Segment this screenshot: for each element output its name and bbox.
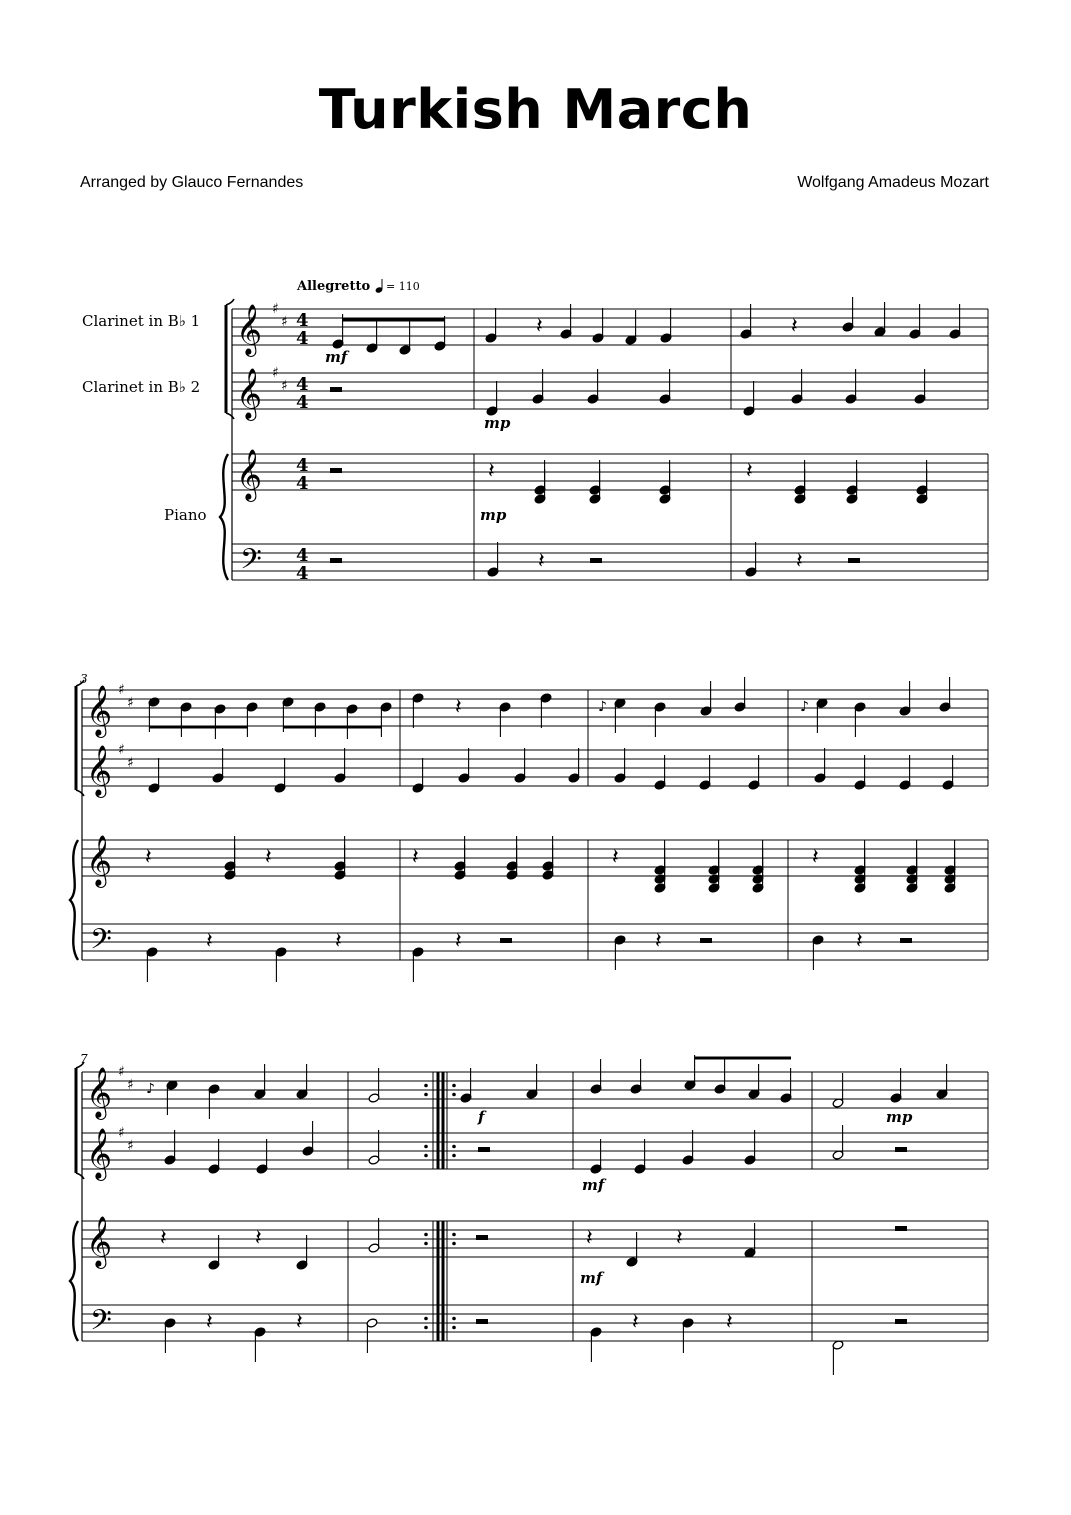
tempo-marking: Allegretto [297, 279, 371, 294]
instrument-name-piano: Piano [164, 506, 207, 524]
group-bracket-hook [76, 790, 84, 796]
treble-clef-icon: 𝄞 [236, 304, 263, 355]
half-rest-icon [590, 558, 602, 563]
half-rest-icon [900, 938, 912, 943]
quarter-rest-icon: 𝄽 [335, 929, 342, 954]
whole-rest-icon [895, 1226, 907, 1231]
quarter-rest-icon: 𝄽 [412, 845, 419, 870]
half-rest-icon [700, 938, 712, 943]
quarter-rest-icon: 𝄽 [536, 314, 543, 339]
repeat-dot [452, 1317, 456, 1321]
half-rest-icon [478, 1147, 490, 1152]
treble-clef-icon: 𝄞 [86, 835, 113, 886]
quarter-rest-icon: 𝄽 [812, 845, 819, 870]
quarter-rest-icon: 𝄽 [255, 1226, 262, 1251]
quarter-rest-icon: 𝄽 [726, 1310, 733, 1335]
repeat-dot [424, 1093, 428, 1097]
repeat-dot [424, 1145, 428, 1149]
quarter-rest-icon: 𝄽 [160, 1226, 167, 1251]
composer-credit: Wolfgang Amadeus Mozart [797, 174, 989, 191]
treble-clef-icon: 𝄞 [236, 368, 263, 419]
measure-number: 3 [80, 672, 88, 686]
quarter-rest-icon: 𝄽 [206, 1310, 213, 1335]
quarter-rest-icon: 𝄽 [676, 1226, 683, 1251]
grace-note-icon: ♪ [800, 699, 809, 715]
bass-clef-icon: 𝄢 [90, 923, 112, 963]
quarter-rest-icon: 𝄽 [856, 929, 863, 954]
quarter-rest-icon: 𝄽 [206, 929, 213, 954]
sharp-icon: ♯ [127, 755, 134, 771]
quarter-rest-icon: 𝄽 [145, 845, 152, 870]
treble-clef-icon: 𝄞 [86, 1067, 113, 1118]
dynamic-marking: mp [484, 414, 511, 432]
quarter-rest-icon: 𝄽 [296, 1310, 303, 1335]
time-signature-numerator: 4 [296, 310, 309, 331]
piano-brace-icon [220, 454, 228, 580]
measure-number: 7 [80, 1052, 88, 1066]
quarter-rest-icon: 𝄽 [488, 459, 495, 484]
staff-system-group [70, 299, 988, 1344]
grace-note-icon: ♪ [598, 699, 607, 715]
dynamic-marking: f [478, 1108, 485, 1126]
quarter-rest-icon: 𝄽 [455, 929, 462, 954]
score-title: Turkish March [318, 78, 753, 141]
bass-clef-icon: 𝄢 [240, 543, 262, 583]
sharp-icon: ♯ [118, 1125, 125, 1141]
sharp-icon: ♯ [272, 301, 279, 317]
treble-clef-icon: 𝄞 [86, 1128, 113, 1179]
repeat-dot [424, 1233, 428, 1237]
sharp-icon: ♯ [127, 1138, 134, 1154]
repeat-dot [424, 1242, 428, 1246]
bass-clef-icon: 𝄢 [90, 1304, 112, 1344]
sharp-icon: ♯ [272, 365, 279, 381]
dynamic-marking: mp [480, 506, 507, 524]
instrument-name-clarinet2: Clarinet in B♭ 2 [82, 378, 201, 396]
group-bracket-hook [226, 413, 234, 419]
time-signature-denominator: 4 [296, 392, 309, 413]
dynamic-marking: mf [325, 348, 348, 366]
quarter-rest-icon: 𝄽 [455, 695, 462, 720]
half-rest-icon [330, 558, 342, 563]
note-layer [145, 297, 961, 1375]
repeat-dot [424, 1317, 428, 1321]
repeat-dot [452, 1154, 456, 1158]
half-rest-icon [476, 1319, 488, 1324]
group-bracket-hook [226, 299, 234, 305]
time-signature-denominator: 4 [296, 473, 309, 494]
repeat-dot [452, 1084, 456, 1088]
time-signature-denominator: 4 [296, 328, 309, 349]
time-signature-numerator: 4 [296, 455, 309, 476]
treble-clef-icon: 𝄞 [86, 685, 113, 736]
time-signature-numerator: 4 [296, 545, 309, 566]
tempo-quarter-note-icon [375, 279, 383, 294]
group-bracket-hook [76, 1173, 84, 1179]
quarter-rest-icon: 𝄽 [796, 549, 803, 574]
treble-clef-icon: 𝄞 [86, 745, 113, 796]
treble-clef-icon: 𝄞 [236, 449, 263, 500]
piano-brace-icon [70, 1221, 78, 1341]
quarter-rest-icon: 𝄽 [612, 845, 619, 870]
quarter-rest-icon: 𝄽 [538, 549, 545, 574]
repeat-dot [452, 1242, 456, 1246]
quarter-rest-icon: 𝄽 [265, 845, 272, 870]
quarter-rest-icon: 𝄽 [586, 1226, 593, 1251]
half-rest-icon [330, 468, 342, 473]
repeat-dot [424, 1326, 428, 1330]
half-rest-icon [330, 387, 342, 392]
half-rest-icon [848, 558, 860, 563]
half-rest-icon [500, 938, 512, 943]
repeat-dot [452, 1326, 456, 1330]
quarter-rest-icon: 𝄽 [746, 459, 753, 484]
half-rest-icon [895, 1319, 907, 1324]
repeat-dot [424, 1154, 428, 1158]
time-signature-numerator: 4 [296, 374, 309, 395]
grace-note-icon: ♪ [146, 1081, 155, 1097]
quarter-rest-icon: 𝄽 [791, 314, 798, 339]
quarter-rest-icon: 𝄽 [655, 929, 662, 954]
dynamic-marking: mp [886, 1108, 913, 1126]
dynamic-marking: mf [582, 1176, 605, 1194]
repeat-dot [452, 1233, 456, 1237]
half-rest-icon [476, 1235, 488, 1240]
tempo-bpm: = 110 [386, 280, 420, 293]
sharp-icon: ♯ [281, 314, 288, 330]
sharp-icon: ♯ [127, 1077, 134, 1093]
sharp-icon: ♯ [118, 1064, 125, 1080]
treble-clef-icon: 𝄞 [86, 1216, 113, 1267]
quarter-rest-icon: 𝄽 [632, 1310, 639, 1335]
sharp-icon: ♯ [118, 742, 125, 758]
sharp-icon: ♯ [281, 378, 288, 394]
time-signature-denominator: 4 [296, 563, 309, 584]
instrument-name-clarinet1: Clarinet in B♭ 1 [82, 312, 201, 330]
dynamic-marking: mf [580, 1269, 603, 1287]
half-rest-icon [895, 1147, 907, 1152]
arranger-credit: Arranged by Glauco Fernandes [80, 174, 304, 191]
piano-brace-icon [70, 840, 78, 960]
repeat-dot [452, 1145, 456, 1149]
repeat-dot [424, 1084, 428, 1088]
sharp-icon: ♯ [127, 695, 134, 711]
sharp-icon: ♯ [118, 682, 125, 698]
repeat-dot [452, 1093, 456, 1097]
